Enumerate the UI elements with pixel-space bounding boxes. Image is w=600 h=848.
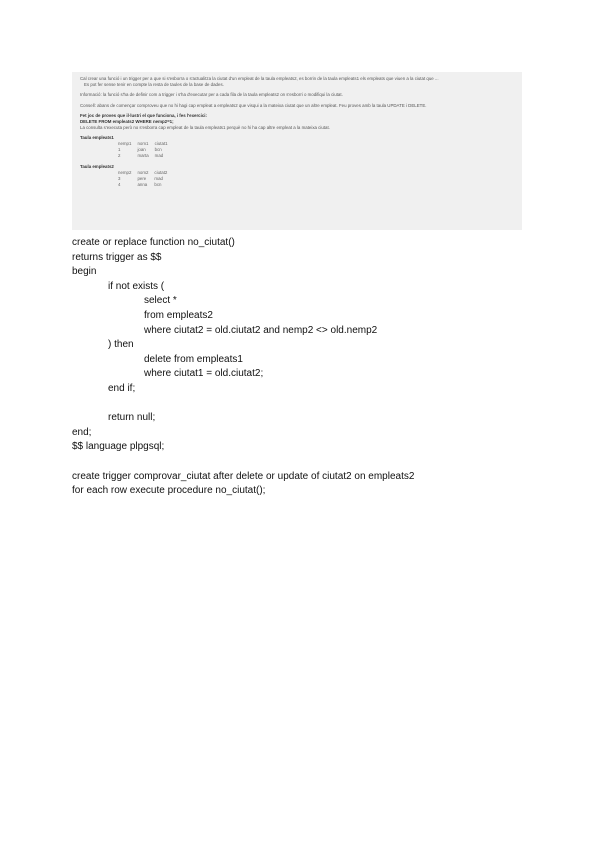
- statement-paragraph: Cal crear una funció i un trigger per a que si s'esborra o s'actualitza la ciutat d'un empleat de la taula empleats2, es borrin de la taula empleats1 els empleats que viuen a la ciutat que ...: [80, 76, 439, 81]
- code-line: delete from empleats1: [144, 353, 243, 365]
- table-header-cell: nom1: [137, 140, 149, 146]
- table-header-cell: nemp1: [118, 140, 132, 146]
- table-row: [118, 182, 173, 188]
- code-line: select *: [144, 295, 177, 307]
- code-line: begin: [72, 266, 97, 278]
- table-cell: 4: [118, 182, 121, 188]
- table-cell: 1: [118, 146, 121, 152]
- table-header-cell: nemp2: [118, 169, 132, 175]
- code-line: from empleats2: [144, 309, 213, 321]
- code-line: [72, 455, 542, 470]
- code-line: ) then: [108, 339, 134, 351]
- statement-paragraph: Consell: abans de començar comproveu que no hi hagi cap empleat a empleats2 que visqui a la mateixa ciutat que un altre empleat. Feu proves amb la taula UPDATE i DELETE.: [80, 102, 427, 108]
- code-line: end;: [72, 426, 92, 438]
- proof-note: La consulta s'executa però no s'esborra cap empleat de la taula empleats1 perquè no hi ha cap altre empleat a la mateixa ciutat.: [80, 124, 330, 130]
- code-line: $$ language plpgsql;: [72, 441, 165, 453]
- table-cell: mad: [154, 176, 163, 182]
- statement-paragraph: Es pot fer sense tenir en compte la resta de taules de la base de dades.: [84, 81, 224, 87]
- table-cell: anna: [137, 182, 148, 188]
- code-line: if not exists (: [108, 280, 165, 292]
- table2-title: Taula empleats2: [80, 164, 114, 170]
- table1: [118, 141, 174, 160]
- table-header-cell: nom2: [137, 169, 149, 175]
- code-line: create or replace function no_ciutat(): [72, 237, 235, 248]
- table-cell: 3: [118, 176, 121, 182]
- proof-sql: DELETE FROM empleats2 WHERE nemp2=1;: [80, 118, 174, 124]
- code-line: where ciutat1 = old.ciutat2;: [144, 368, 264, 380]
- sql-code-block: [72, 236, 542, 499]
- code-line: return null;: [108, 412, 156, 424]
- code-line: create trigger comprovar_ciutat after delete or update of ciutat2 on empleats2: [72, 470, 415, 482]
- table-cell: bcn: [154, 182, 162, 188]
- table-cell: joan: [137, 146, 146, 152]
- table2: [118, 170, 173, 189]
- table-cell: bcn: [154, 146, 162, 152]
- table-cell: mad: [154, 153, 164, 159]
- statement-paragraph: Informació: la funció s'ha de definir com a trigger i s'ha d'executar per a cada fila de la taula empleats2 on s'esborri o modifiqui la ciutat.: [80, 92, 343, 98]
- code-line: where ciutat2 = old.ciutat2 and nemp2 <> old.nemp2: [144, 324, 378, 336]
- code-line: for each row execute procedure no_ciutat();: [72, 485, 266, 497]
- code-line: end if;: [108, 382, 136, 394]
- exercise-statement-image: [72, 72, 522, 230]
- proof-heading: Fet joc de proves que il·lustri el que funciona, i fes l'exercici:: [80, 113, 207, 119]
- table-cell: pere: [137, 176, 147, 182]
- table-header-cell: ciutat2: [154, 169, 168, 175]
- code-line: returns trigger as $$: [72, 251, 162, 263]
- table-header-cell: ciutat1: [154, 140, 168, 146]
- table1-title: Taula empleats1: [80, 135, 114, 141]
- table-cell: marta: [137, 153, 149, 159]
- table-cell: 2: [118, 153, 121, 159]
- code-line: [72, 397, 542, 412]
